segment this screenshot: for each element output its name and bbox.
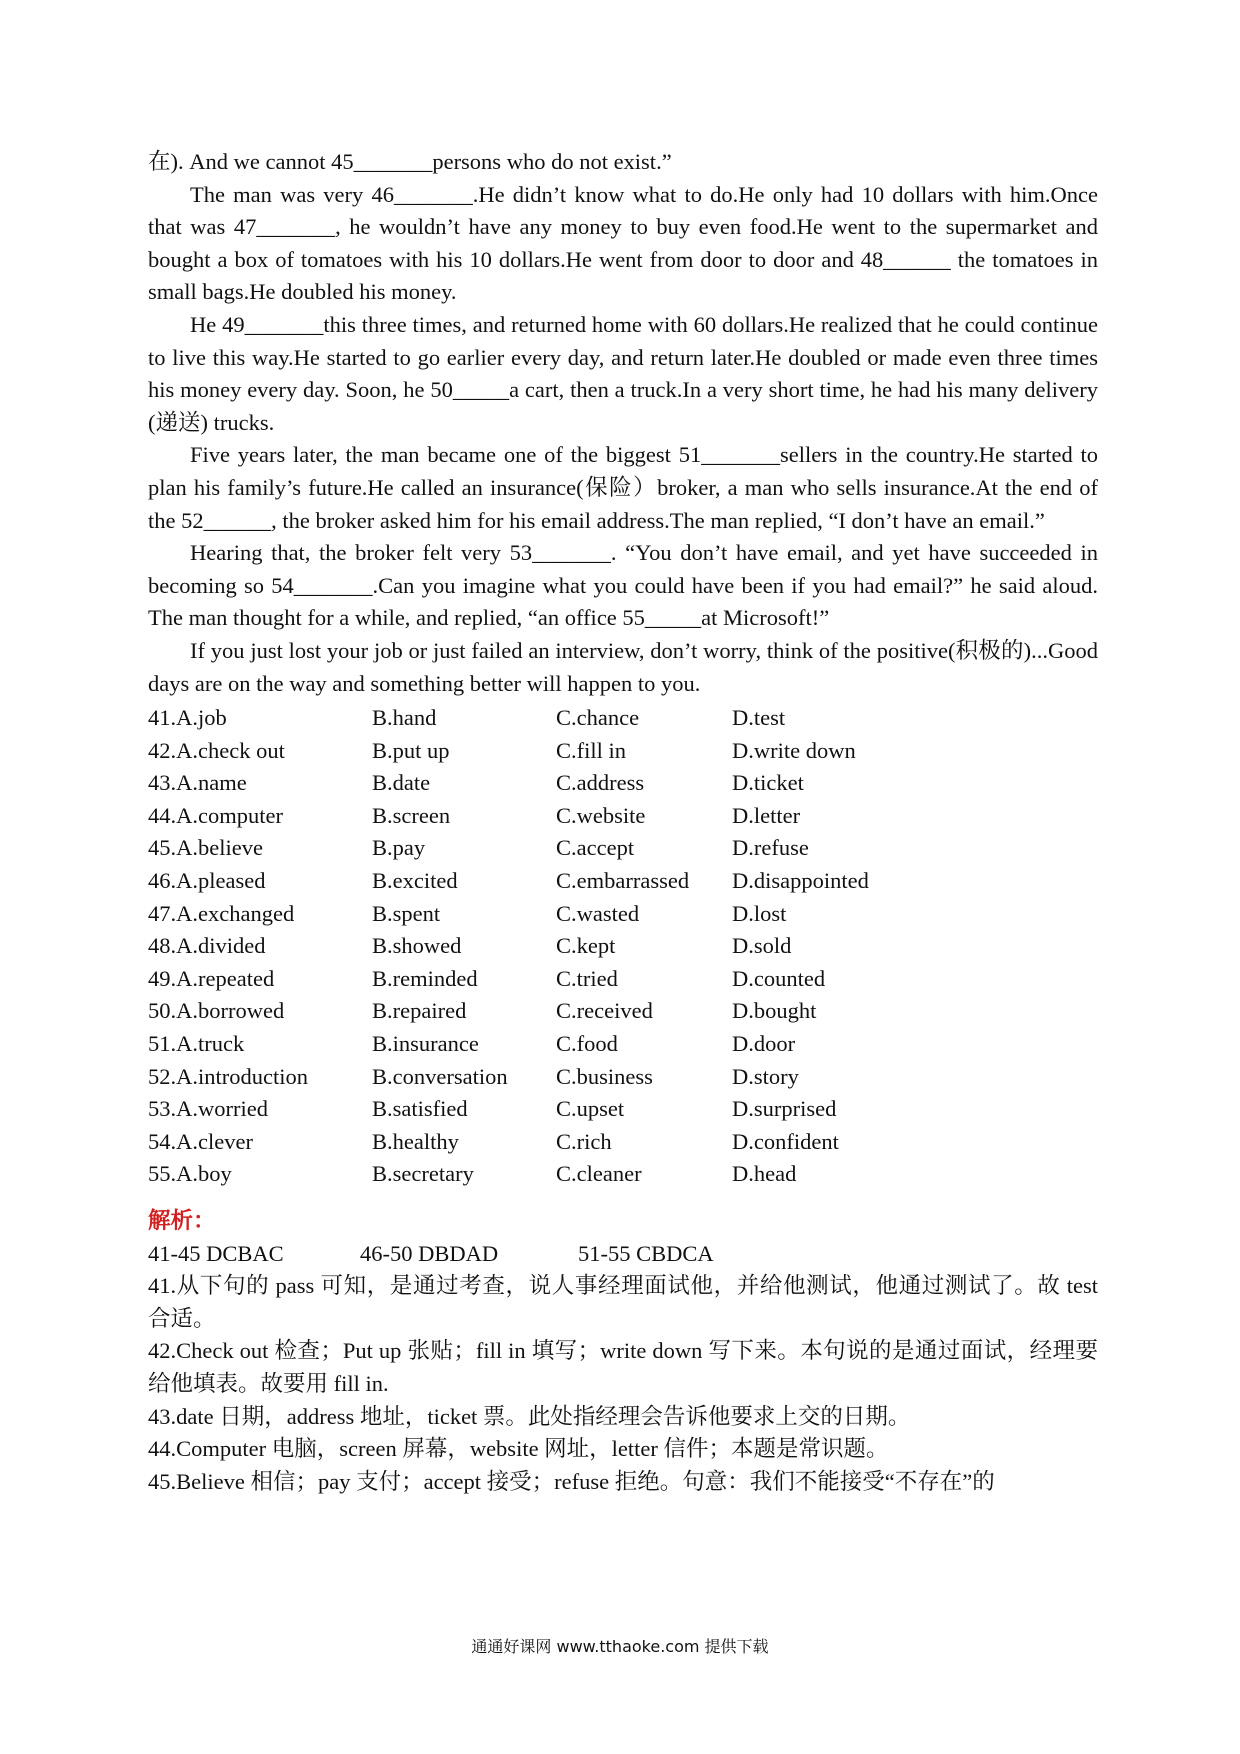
option-b: B.conversation (372, 1063, 508, 1089)
analysis-note: 43.date 日期，address 地址，ticket 票。此处指经理会告诉他要求上交的日期。 (148, 1403, 911, 1429)
passage-paragraph: Five years later, the man became one of the biggest 51_______sellers in the country.He started to plan his family’s future.He called an insurance(保险）broker, a man who sells insurance.At the end of the 52______, the broker asked him for his email address.The man replied, “I don’t have an email.” (148, 442, 1098, 533)
option-b: B.hand (372, 705, 437, 731)
analysis-note: 45.Believe 相信；pay 支付；accept 接受；refuse 拒绝。句意：我们不能接受“不存在”的 (148, 1468, 995, 1494)
analysis-heading: 解析： (148, 1208, 216, 1233)
option-b: B.healthy (372, 1128, 459, 1154)
option-c: C.tried (556, 965, 618, 991)
option-b: B.excited (372, 868, 458, 894)
analysis-note: 42.Check out 检查；Put up 张贴；fill in 填写；write down 写下来。本句说的是通过面试，经理要给他填表。故要用 fill in. (148, 1338, 1098, 1396)
document-page (148, 146, 1098, 1498)
options-row (148, 735, 1098, 768)
option-a: 54.A.clever (148, 1128, 253, 1154)
option-d: D.refuse (732, 835, 809, 861)
options-list (148, 702, 1098, 1191)
option-a: 48.A.divided (148, 933, 266, 959)
option-c: C.accept (556, 835, 635, 861)
option-a: 55.A.boy (148, 1161, 232, 1187)
options-row (148, 963, 1098, 996)
option-a: 44.A.computer (148, 802, 283, 828)
analysis-note: 44.Computer 电脑，screen 屏幕，website 网址，letter 信件；本题是常识题。 (148, 1436, 889, 1462)
option-d: D.door (732, 1031, 796, 1057)
option-b: B.date (372, 770, 431, 796)
passage-line-continuation: 在). And we cannot 45_______persons who do not exist.” (148, 149, 672, 174)
options-row (148, 800, 1098, 833)
option-a: 45.A.believe (148, 835, 263, 861)
options-row (148, 1126, 1098, 1159)
option-a: 47.A.exchanged (148, 900, 295, 926)
options-row (148, 1093, 1098, 1126)
option-a: 50.A.borrowed (148, 998, 285, 1024)
option-d: D.letter (732, 802, 801, 828)
options-row (148, 995, 1098, 1028)
option-b: B.pay (372, 835, 426, 861)
option-c: C.fill in (556, 737, 627, 763)
option-b: B.put up (372, 737, 450, 763)
option-d: D.counted (732, 965, 826, 991)
option-c: C.address (556, 770, 645, 796)
option-d: D.test (732, 705, 786, 731)
options-row (148, 767, 1098, 800)
answer-key: 46-50 DBDAD (360, 1240, 499, 1266)
option-d: D.disappointed (732, 868, 869, 894)
passage-paragraph: He 49_______this three times, and returned home with 60 dollars.He realized that he could continue to live this way.He started to go earlier every day, and return later.He doubled or made even three times his money every day. Soon, he 50_____a cart, then a truck.In a very short time, he had his many delivery (递送) trucks. (148, 311, 1098, 435)
options-row (148, 702, 1098, 735)
passage-paragraph: The man was very 46_______.He didn’t know what to do.He only had 10 dollars with him.Once that was 47_______, he wouldn’t have any money to buy even food.He went to the supermarket and bought a box of tomatoes with his 10 dollars.He went from door to door and 48______ the tomatoes in small bags.He doubled his money. (148, 181, 1098, 305)
option-a: 49.A.repeated (148, 965, 275, 991)
option-b: B.reminded (372, 965, 478, 991)
option-d: D.story (732, 1063, 799, 1089)
option-b: B.insurance (372, 1031, 479, 1057)
option-d: D.bought (732, 998, 817, 1024)
option-a: 46.A.pleased (148, 868, 266, 894)
option-a: 53.A.worried (148, 1096, 268, 1122)
passage-paragraph: If you just lost your job or just failed an interview, don’t worry, think of the positive(积极的)...Good days are on the way and something better will happen to you. (148, 637, 1098, 696)
option-b: B.secretary (372, 1161, 474, 1187)
option-c: C.embarrassed (556, 868, 690, 894)
analysis-note: 41.从下句的 pass 可知，是通过考查，说人事经理面试他，并给他测试，他通过测试了。故 test 合适。 (148, 1273, 1098, 1331)
option-a: 51.A.truck (148, 1031, 245, 1057)
options-row (148, 865, 1098, 898)
option-c: C.upset (556, 1096, 625, 1122)
option-c: C.food (556, 1031, 618, 1057)
options-row (148, 832, 1098, 865)
page-footer: 通通好课网 www.tthaoke.com 提供下载 (471, 1637, 769, 1656)
answer-key: 51-55 CBDCA (578, 1240, 714, 1266)
option-c: C.cleaner (556, 1161, 642, 1187)
option-d: D.sold (732, 933, 792, 959)
answer-key: 41-45 DCBAC (148, 1240, 284, 1266)
passage-paragraph: Hearing that, the broker felt very 53_______. “You don’t have email, and yet have succeeded in becoming so 54_______.Can you imagine what you could have been if you had email?” he said aloud. The man thought for a while, and replied, “an office 55_____at Microsoft!” (148, 540, 1098, 631)
option-b: B.spent (372, 900, 441, 926)
option-c: C.website (556, 802, 646, 828)
option-c: C.business (556, 1063, 653, 1089)
option-a: 42.A.check out (148, 737, 285, 763)
option-c: C.received (556, 998, 653, 1024)
option-d: D.lost (732, 900, 787, 926)
option-d: D.confident (732, 1128, 839, 1154)
option-b: B.repaired (372, 998, 467, 1024)
option-a: 52.A.introduction (148, 1063, 308, 1089)
option-d: D.write down (732, 737, 856, 763)
option-c: C.wasted (556, 900, 640, 926)
option-b: B.screen (372, 802, 451, 828)
options-row (148, 930, 1098, 963)
option-c: C.chance (556, 705, 640, 731)
option-b: B.satisfied (372, 1096, 468, 1122)
options-row (148, 1028, 1098, 1061)
options-row (148, 1158, 1098, 1191)
option-a: 41.A.job (148, 705, 227, 731)
option-c: C.kept (556, 933, 616, 959)
answer-keys (148, 1238, 1098, 1271)
option-a: 43.A.name (148, 770, 247, 796)
option-d: D.head (732, 1161, 797, 1187)
options-row (148, 1061, 1098, 1094)
option-d: D.surprised (732, 1096, 837, 1122)
options-row (148, 898, 1098, 931)
option-c: C.rich (556, 1128, 612, 1154)
option-b: B.showed (372, 933, 462, 959)
option-d: D.ticket (732, 770, 804, 796)
